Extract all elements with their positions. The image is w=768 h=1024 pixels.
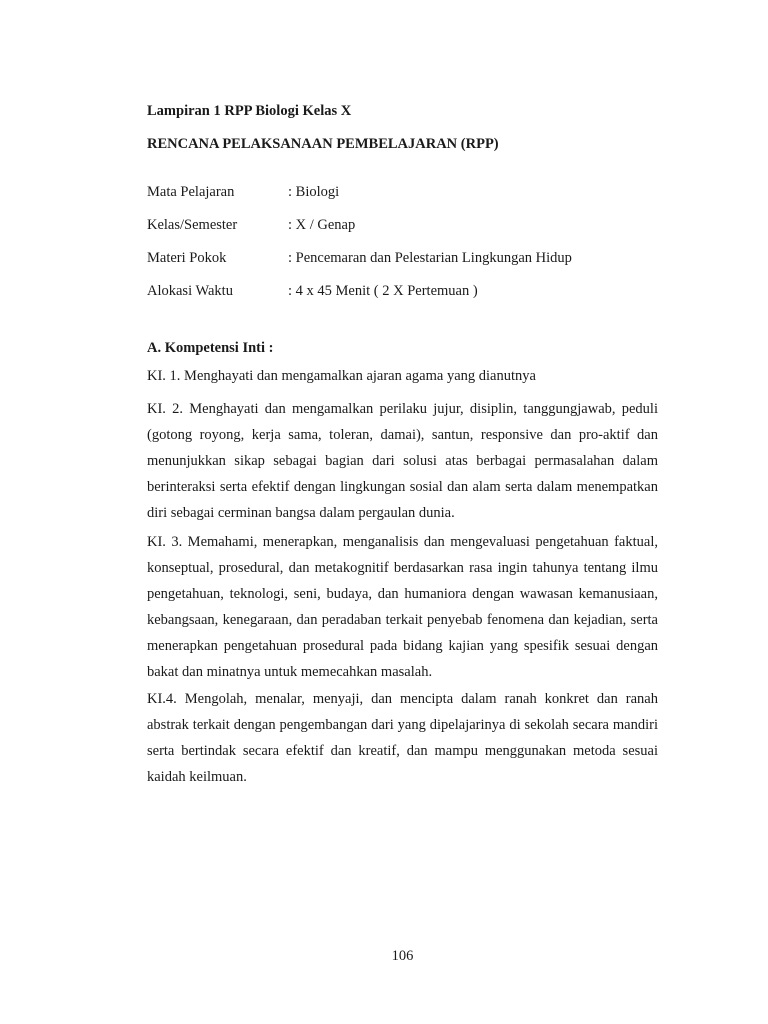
meta-label: Materi Pokok <box>147 250 227 266</box>
ki3-paragraph: KI. 3. Memahami, menerapkan, menganalisis dan mengevaluasi pengetahuan faktual, konseptual, prosedural, dan metakognitif berdasarkan rasa ingin tahunya tentang ilmu pengetahuan, teknologi, seni, budaya, dan humaniora dengan wawasan kemanusiaan, kebangsaan, kenegaraan, dan peradaban terkait penyebab fenomena dan kejadian, serta menerapkan pengetahuan prosedural pada bidang kajian yang spesifik sesuai dengan bakat dan minatnya untuk memecahkan masalah. <box>147 534 658 680</box>
meta-value: : Pencemaran dan Pelestarian Lingkungan Hidup <box>288 250 572 266</box>
ki4-paragraph: KI.4. Mengolah, menalar, menyaji, dan mencipta dalam ranah konkret dan ranah abstrak terkait dengan pengembangan dari yang dipelajarinya di sekolah secara mandiri serta bertindak secara efektif dan kreatif, dan mampu menggunakan metoda sesuai kaidah keilmuan. <box>147 691 658 785</box>
meta-label: Mata Pelajaran <box>147 184 235 200</box>
appendix-heading: Lampiran 1 RPP Biologi Kelas X <box>147 103 352 119</box>
meta-value: : X / Genap <box>288 217 356 233</box>
meta-value: : 4 x 45 Menit ( 2 X Pertemuan ) <box>288 283 478 299</box>
meta-label: Kelas/Semester <box>147 217 238 233</box>
page-number: 106 <box>391 948 414 964</box>
meta-label: Alokasi Waktu <box>147 283 233 299</box>
ki2-paragraph: KI. 2. Menghayati dan mengamalkan perilaku jujur, disiplin, tanggungjawab, peduli (gotong royong, kerja sama, toleran, damai), santun, responsive dan pro-aktif dan menunjukkan sikap sebagai bagian dari solusi atas berbagai permasalahan dalam berinteraksi serta efektif dengan lingkungan sosial dan alam serta dalam menempatkan diri sebagai cerminan bangsa dalam pergaulan dunia. <box>147 401 658 521</box>
document-title: RENCANA PELAKSANAAN PEMBELAJARAN (RPP) <box>147 136 499 152</box>
section-a-heading: A. Kompetensi Inti : <box>147 340 274 356</box>
document-page <box>147 0 658 1024</box>
ki1-paragraph: KI. 1. Menghayati dan mengamalkan ajaran agama yang dianutnya <box>147 368 536 384</box>
meta-value: : Biologi <box>288 184 340 200</box>
